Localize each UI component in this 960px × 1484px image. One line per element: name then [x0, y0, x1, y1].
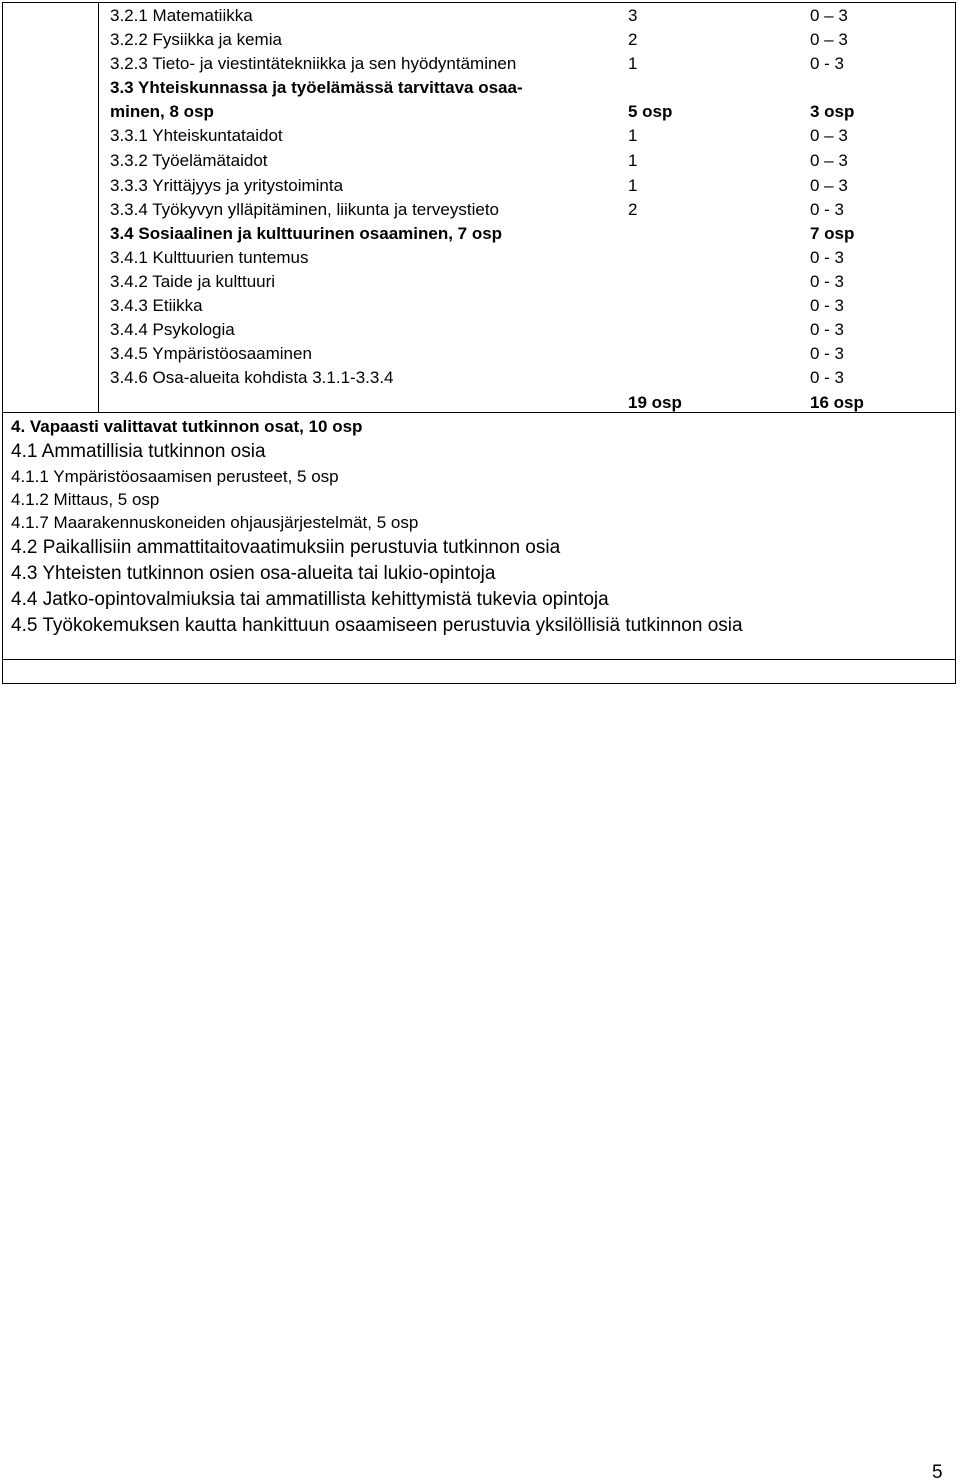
row-range: 0 – 3 [810, 151, 848, 170]
row-name: 3.4.1 Kulttuurien tuntemus [110, 248, 309, 267]
left-column-divider [98, 2, 99, 412]
row-name: 3.4.5 Ympäristöosaaminen [110, 344, 312, 363]
section4-heading: 4. Vapaasti valittavat tutkinnon osat, 10 osp [11, 417, 363, 436]
section4-item: 4.4 Jatko-opintovalmiuksia tai ammatillista kehittymistä tukevia opintoja [11, 589, 609, 610]
total-range: 16 osp [810, 393, 864, 412]
section-divider-top [2, 412, 956, 413]
row-range: 0 - 3 [810, 200, 845, 219]
row-osp: 5 osp [628, 102, 673, 121]
page-number: 5 [932, 1462, 943, 1483]
row-osp: 1 [628, 54, 638, 73]
section4-item: 4.1 Ammatillisia tutkinnon osia [11, 441, 266, 462]
row-range: 3 osp [810, 102, 855, 121]
row-name: 3.4.2 Taide ja kulttuuri [110, 272, 276, 291]
row-osp: 2 [628, 30, 638, 49]
section-divider-bottom [2, 659, 956, 660]
row-range: 0 - 3 [810, 248, 845, 267]
section4-item: 4.3 Yhteisten tutkinnon osien osa-alueita tai lukio-opintoja [11, 563, 496, 584]
row-osp: 2 [628, 200, 638, 219]
row-name: 3.3.3 Yrittäjyys ja yritystoiminta [110, 176, 344, 195]
row-range: 0 – 3 [810, 176, 848, 195]
total-osp: 19 osp [628, 393, 682, 412]
row-range: 0 - 3 [810, 368, 845, 387]
row-range: 0 - 3 [810, 320, 845, 339]
row-range: 7 osp [810, 224, 855, 243]
row-range: 0 – 3 [810, 6, 848, 25]
row-range: 0 - 3 [810, 272, 845, 291]
section4-item: 4.2 Paikallisiin ammattitaitovaatimuksiin perustuvia tutkinnon osia [11, 537, 561, 558]
section-heading: 3.3 Yhteiskunnassa ja työelämässä tarvittava osaa- [110, 78, 523, 97]
row-name: 3.3.1 Yhteiskuntataidot [110, 126, 283, 145]
section4-subitem: 4.1.7 Maarakennuskoneiden ohjausjärjestelmät, 5 osp [11, 513, 419, 532]
row-name: 3.2.1 Matematiikka [110, 6, 253, 25]
row-name: 3.3.2 Työelämätaidot [110, 151, 268, 170]
row-name: 3.2.2 Fysiikka ja kemia [110, 30, 282, 49]
section4-subitem: 4.1.2 Mittaus, 5 osp [11, 490, 160, 509]
row-range: 0 – 3 [810, 126, 848, 145]
section-heading: 3.4 Sosiaalinen ja kulttuurinen osaaminen, 7 osp [110, 224, 503, 243]
section4-subitem: 4.1.1 Ympäristöosaamisen perusteet, 5 osp [11, 467, 339, 486]
row-name: 3.4.6 Osa-alueita kohdista 3.1.1-3.3.4 [110, 368, 394, 387]
section4-item: 4.5 Työkokemuksen kautta hankittuun osaamiseen perustuvia yksilöllisiä tutkinnon osia [11, 615, 743, 636]
row-osp: 1 [628, 126, 638, 145]
row-name: 3.3.4 Työkyvyn ylläpitäminen, liikunta ja terveystieto [110, 200, 499, 219]
row-name: 3.4.4 Psykologia [110, 320, 235, 339]
row-osp: 1 [628, 151, 638, 170]
row-name: 3.2.3 Tieto- ja viestintätekniikka ja sen hyödyntäminen [110, 54, 517, 73]
row-range: 0 - 3 [810, 344, 845, 363]
row-name: 3.4.3 Etiikka [110, 296, 203, 315]
section-heading-cont: minen, 8 osp [110, 102, 214, 121]
row-osp: 3 [628, 6, 638, 25]
row-osp: 1 [628, 176, 638, 195]
row-range: 0 - 3 [810, 296, 845, 315]
row-range: 0 - 3 [810, 54, 845, 73]
row-range: 0 – 3 [810, 30, 848, 49]
